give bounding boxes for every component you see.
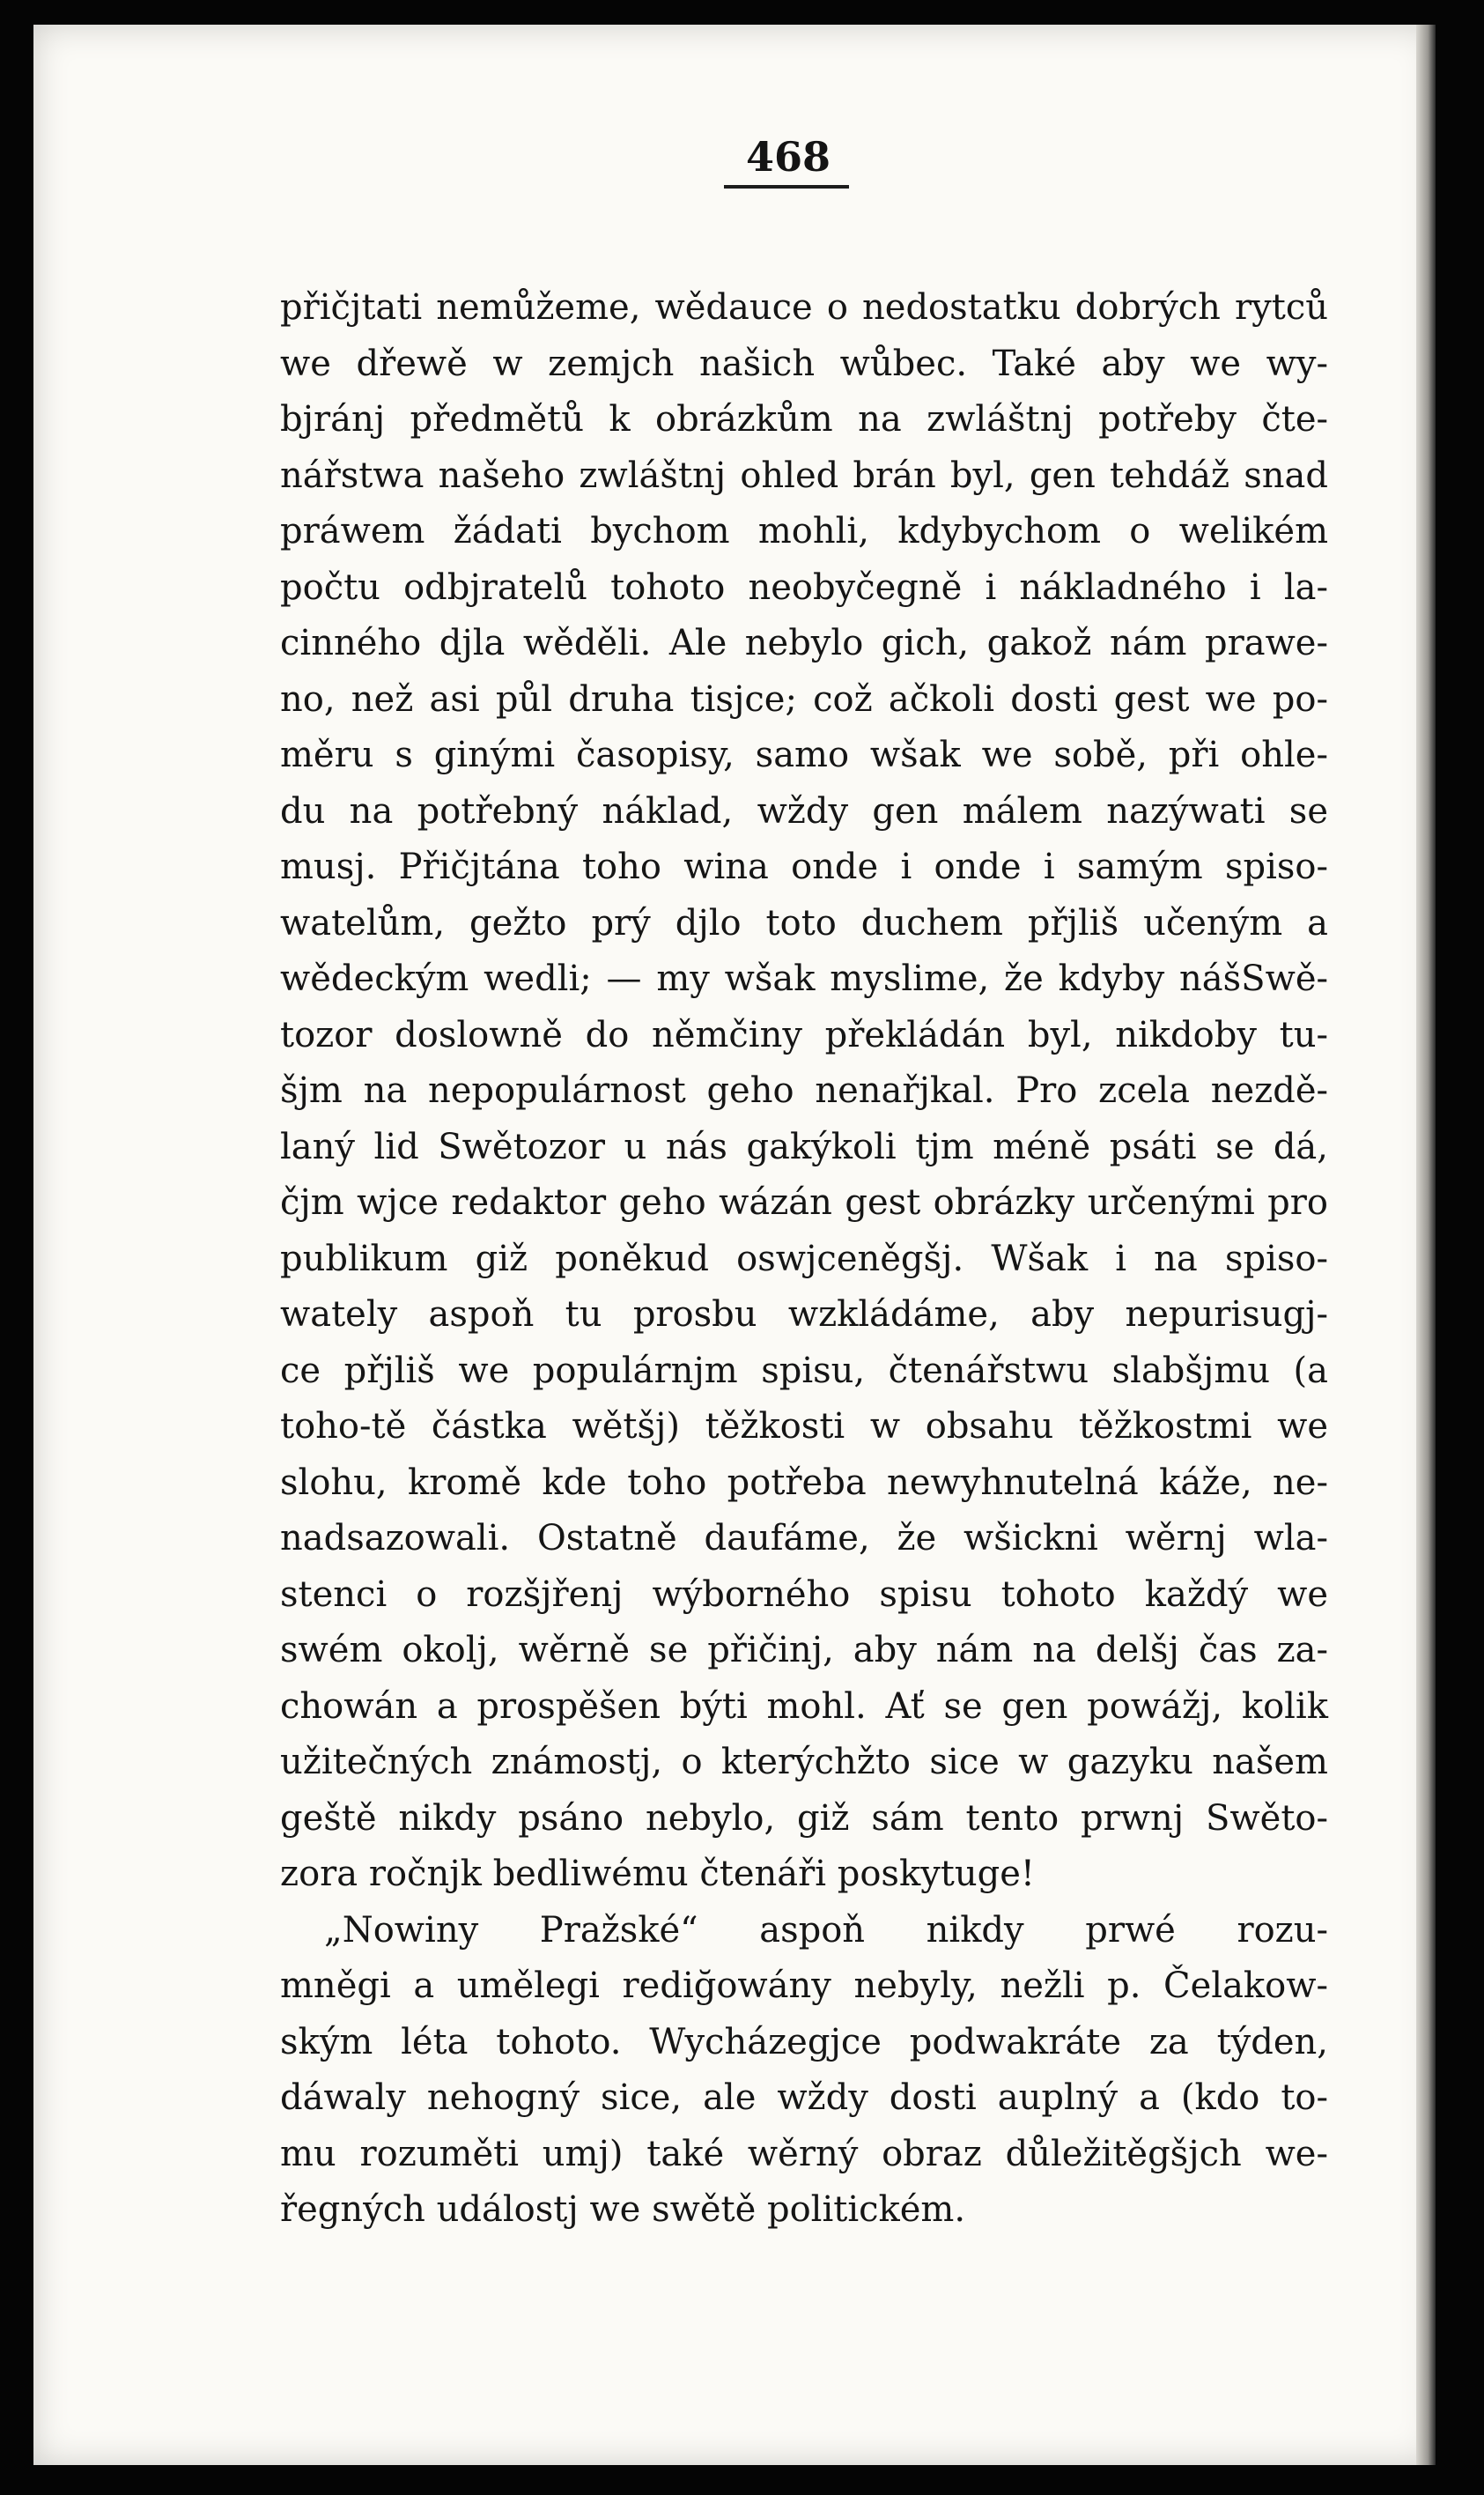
text-line: wědeckým wedli; — my wšak myslime, že kdyby nášSwě- <box>280 959 1328 999</box>
text-line: užitečných známostj, o kterýchžto sice w gazyku našem <box>280 1742 1328 1782</box>
page-number-rule <box>724 185 849 189</box>
text-line: měru s ginými časopisy, samo wšak we sobě, při ohle- <box>280 735 1328 775</box>
page-edge-shadow <box>1416 25 1436 2465</box>
text-line: ce přjliš we populárnjm spisu, čtenářstwu slabšjmu (a <box>280 1350 1328 1391</box>
text-line: geště nikdy psáno nebylo, giž sám tento prwnj Swěto- <box>280 1797 1328 1839</box>
text-line: stenci o rozšjřenj wýborného spisu tohoto každý we <box>280 1573 1328 1615</box>
text-line: čjm wjce redaktor geho wázán gest obrázky určenými pro <box>280 1182 1328 1223</box>
text-line: zora ročnjk bedliwému čtenáři poskytuge! <box>280 1854 1035 1894</box>
text-line: nadsazowali. Ostatně daufáme, že wšickni wěrnj wla- <box>280 1518 1328 1558</box>
text-line: práwem žádati bychom mohli, kdybychom o welikém <box>280 511 1328 552</box>
text-line: cinného djla wěděli. Ale nebylo gich, gakož nám prawe- <box>280 623 1328 663</box>
body-text <box>280 280 1328 2239</box>
text-line: wately aspoň tu prosbu wzkládáme, aby nepurisugj- <box>280 1294 1328 1335</box>
text-line: „Nowiny Pražské“ aspoň nikdy prwé rozu- <box>324 1909 1328 1951</box>
text-line: toho-tě částka wětšj) těžkosti w obsahu těžkostmi we <box>280 1406 1328 1447</box>
text-line: musj. Přičjtána toho wina onde i onde i samým spiso- <box>280 847 1328 887</box>
text-line: publikum giž poněkud oswjceněgšj. Wšak i na spiso- <box>280 1238 1328 1279</box>
text-line: slohu, kromě kde toho potřeba newyhnutelná káže, ne- <box>280 1462 1328 1503</box>
text-line: počtu odbjratelů tohoto neobyčegně i nákladného i la- <box>280 566 1328 608</box>
text-line: mněgi a umělegi rediğowány nebyly, nežli p. Čelakow- <box>280 1966 1328 2006</box>
text-line: watelům, gežto prý djlo toto duchem přjliš učeným a <box>280 902 1328 944</box>
text-line: přičjtati nemůžeme, wědauce o nedostatku dobrých rytců <box>280 287 1328 328</box>
page-number: 468 <box>745 133 831 181</box>
text-line: dáwaly nehogný sice, ale wždy dosti auplný a (kdo to- <box>280 2077 1328 2118</box>
text-line: laný lid Swětozor u nás gakýkoli tjm méně psáti se dá, <box>280 1126 1328 1167</box>
text-line: bjránj předmětů k obrázkům na zwláštnj potřeby čte- <box>280 399 1328 440</box>
text-line: chowán a prospěšen býti mohl. Ať se gen powážj, kolik <box>280 1685 1328 1727</box>
text-line: mu rozuměti umj) také wěrný obraz důležitěgšjch we- <box>280 2133 1328 2174</box>
text-line: nářstwa našeho zwláštnj ohled brán byl, gen tehdáž snad <box>280 455 1328 496</box>
text-line: no, než asi půl druha tisjce; což ačkoli dosti gest we po- <box>280 678 1328 720</box>
text-line: tozor doslowně do němčiny překládán byl, nikdoby tu- <box>280 1014 1328 1055</box>
text-line: ským léta tohoto. Wycházegjce podwakráte za týden, <box>280 2021 1328 2062</box>
text-line: šjm na nepopulárnost geho nenařjkal. Pro zcela nezdě- <box>280 1070 1328 1111</box>
text-line: we dřewě w zemjch našich wůbec. Také aby we wy- <box>280 343 1328 384</box>
text-line: du na potřebný náklad, wždy gen málem nazýwati se <box>280 790 1328 832</box>
text-line: swém okolj, wěrně se přičinj, aby nám na delšj čas za- <box>280 1630 1328 1670</box>
text-line: řegných událostj we swětě politickém. <box>280 2189 966 2230</box>
